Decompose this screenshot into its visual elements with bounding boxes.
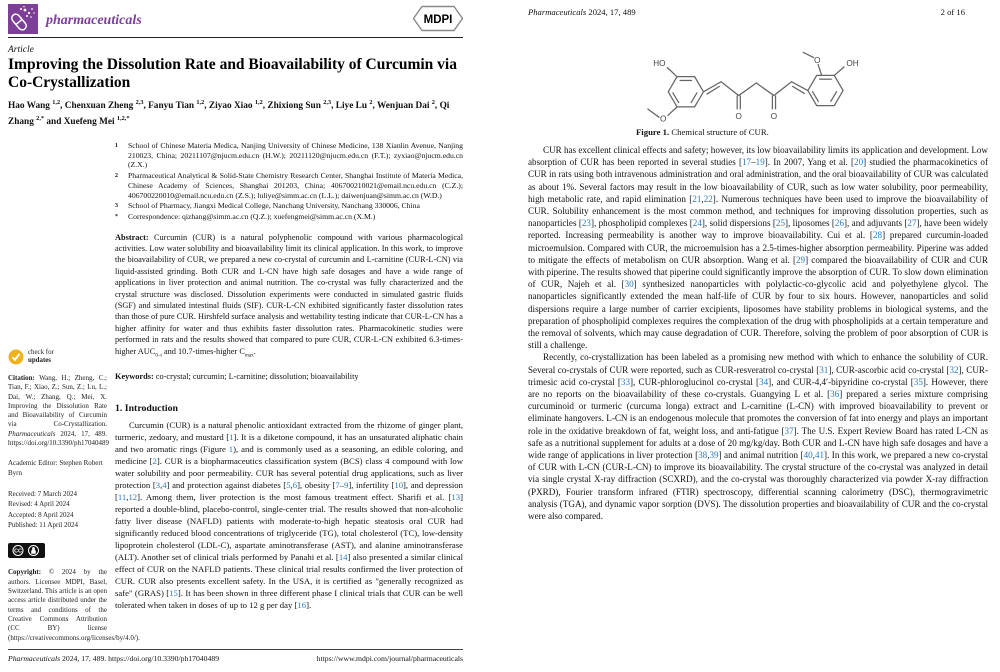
citation-link[interactable]: 1 bbox=[228, 443, 234, 454]
abstract bbox=[115, 232, 463, 362]
body-paragraph: CUR has excellent clinical effects and safety; however, its low bioavailability limits its application and development. Low absorption of CUR has been reported in several studies [17–19]. In 2007, Yang et al. [20] studied the pharmacokinetics of CUR in rats using both intravenous administration and oral administration, and the oral bioavailability of CUR was calculated as about 1%. Several factors may result in the low bioavailability of CUR, such as low water solubility, poor permeability, high metabolic rate, and rapid elimination [21,22]. Numerous techniques have been used to improve the bioavailability of CUR. Solubility enhancement is the most common method, and techniques for improving dissolution properties, such as nanoparticles [23], phospholipid complexes [24], solid dispersions [25], liposomes [26], and adjuvants [27], have been widely reported. Increasing permeability is another way to improve bioavailability. Cui et al. [28] prepared curcumin-loaded microemulsion. Compared with CUR, the microemulsion has a 2.5-times-higher absorption permeability. Piperine was added to mitigate the effects of metabolism on CUR absorption. Wang et al. [29] compared the bioavailability of CUR and CUR with piperine. The results showed that piperine could significantly improve the absorption of CUR. To slow down elimination of CUR, Najeh et al. [30] synthesized nanoparticles with polylactic-co-glycolic acid and polyethylene glycol. The nanoparticles significantly extended the mean half-life of CUR by four to six hours. However, nanoparticles and solid dispersions require a large number of carrier excipients, liposomes have stability problems in biological systems, and the preparation of phospholipid complexes requires the complexation of the drug with phospholipids at a certain temperature and the removal of solvents, which may cause degradation of CUR. Therefore, solving the problem of poor absorption of CUR is still a challenge. bbox=[528, 145, 989, 351]
citation-link[interactable]: 3 bbox=[155, 479, 161, 490]
section-heading-introduction: 1. Introduction bbox=[115, 402, 178, 414]
citation-link[interactable]: 41 bbox=[814, 450, 825, 461]
abstract-text: Curcumin (CUR) is a natural polyphenolic compound with various pharmacological activities. Low water solubility and bioavailability limit its clinical application. In this work, to improve the bioavailability of CUR, we prepared a new co-crystal of curcumin and L-carnitine (CUR-L-CN) via liquid-assisted grinding. Both CUR and L-CN have high safe dosages and have a wide range of applications in liver protection and animal nutrition. The co-crystal was fully characterized and the crystal structure was disclosed. Dissolution experiments were conducted in simulated gastric fluids (SGF) and simulated intestinal fluids (SIF). CUR-L-CN exhibited significantly faster dissolution rates than those of pure CUR. Hirshfeld surface analysis and wettability testing indicate that CUR-L-CN has a higher affinity for water and thus exhibits faster dissolution rates. Pharmacokinetic studies were performed in rats and the results showed that compared to pure CUR, CUR-L-CN exhibited 6.3-times-higher $AUC_{0-t}$ and 10.7-times-higher $C_{max}$. bbox=[115, 232, 464, 359]
journal-brand: pharmaceuticals bbox=[46, 13, 142, 28]
affiliation-item: 2 Pharmaceutical Analytical & Solid-State Chemistry Research Center, Shanghai Institute of Materia Medica, Chinese Academy of Sciences, Shanghai 201203, China; 406700210021@email.ncu.edu.cn (C.Z.); 406700220010@email.ncu.edu.cn (Z.S.); luliye@simm.ac.cn (L.L.); daiwenjuan@simm.ac.cn (W.D.) bbox=[115, 171, 463, 200]
citation-link[interactable]: 14 bbox=[338, 551, 348, 562]
citation-link[interactable]: 17 bbox=[742, 157, 752, 168]
paper-page-2 bbox=[500, 0, 1000, 672]
date-line: Received: 7 March 2024 bbox=[8, 489, 78, 498]
citation-link[interactable]: 13 bbox=[451, 491, 461, 502]
affiliation-item: * Correspondence: qizhang@simm.ac.cn (Q.Z.); xuefengmei@simm.ac.cn (X.M.) bbox=[115, 212, 376, 222]
abstract-label: Abstract: bbox=[115, 232, 149, 242]
date-line: Revised: 4 April 2024 bbox=[8, 500, 70, 509]
author-name: Fanyu Tian $^{1,2}$ bbox=[148, 99, 205, 112]
citation-link[interactable]: 25 bbox=[775, 218, 785, 229]
article-type: Article bbox=[8, 45, 34, 55]
citation-link[interactable]: 33 bbox=[620, 376, 631, 387]
check-for-updates-label: check for updates bbox=[28, 349, 54, 364]
author-name: Hao Wang $^{1,2}$ bbox=[8, 99, 61, 112]
introduction-paragraph: Curcumin (CUR) is a natural phenolic antioxidant extracted from the rhizome of ginger plant, turmeric, zedoary, and mustard [1]. It is a diketone compound, it has an unsaturated aliphatic chain and two aromatic rings (Figure 1), and is commonly used as a seasoning, an edible coloring, and medicine [2]. CUR is a biopharmaceutics classification system (BCS) class 4 compound with low water solubility and poor permeability. CUR has several potential drug applications, such as liver protection [3,4] and protection against diabetes [5,6], obesity [7–9], infertility [10], and depression [11,12]. Among them, liver protection is the most famous treatment effect. Sharifi et al. [13] reported a double-blind, placebo-control, single-center trial. The results showed that non-alcoholic fatty liver disease (NAFLD) patients with moderate-to-high hepatic steatosis oral CUR had significantly reduced blood concentrations of triglyceride (TG), total cholesterol (TC), low-density lipoprotein cholesterol (LDL-C), aspartate aminotransferase (AST), and alanine aminotransferase (ALT). Another set of clinical trials performed by Panahi et al. [14] also presented a similar clinical effect of CUR on the NAFLD patients. These clinical trial results confirmed the liver protection of CUR. CUR also presents excellent safety. In the USA, it is certified as "generally recognized as safe" (GRAS) [15]. It has been shown in three different phase I clinical trials that CUR can be well tolerated when taken in doses of up to 12 g per day [16]. bbox=[115, 419, 464, 610]
citation-link[interactable]: 32 bbox=[949, 364, 959, 375]
pharmaceuticals-logo-icon bbox=[8, 4, 38, 34]
citation-link[interactable]: 6 bbox=[292, 479, 298, 490]
authors-line: Hao Wang $^{1,2}$, Chenxuan Zheng $^{2,3}$, Fanyu Tian $^{1,2}$, Ziyao Xiao $^{1,2}$, Zhixiong Sun $^{2,3}$, Liye Lu $^2$, Wenjuan Dai $^2$, Qi Zhang $^{2,*}$ and Xuefeng Mei $^{1,2,*}$ bbox=[8, 99, 450, 127]
figure-1-caption bbox=[636, 127, 769, 137]
date-line: Accepted: 8 April 2024 bbox=[8, 510, 74, 519]
citation-volume: 2024, 17, 489. bbox=[55, 429, 107, 438]
citation-link[interactable]: 12 bbox=[128, 491, 138, 502]
paper-title: Improving the Dissolution Rate and Bioavailability of Curcumin via Co-Crystallization bbox=[8, 56, 457, 91]
citation-label: Citation: bbox=[8, 374, 35, 382]
citation-link[interactable]: 21 bbox=[692, 193, 702, 204]
author-name: Chenxuan Zheng $^{2,3}$ bbox=[64, 99, 144, 112]
citation-link[interactable]: 16 bbox=[297, 599, 307, 610]
methoxy-right-o-label: O bbox=[814, 55, 821, 65]
running-header bbox=[528, 7, 965, 17]
citation-link[interactable]: 28 bbox=[872, 230, 883, 241]
dates-block bbox=[8, 490, 107, 530]
citation-link[interactable]: 26 bbox=[834, 218, 845, 229]
affiliation-item: 3 School of Pharmacy, Jiangxi Medical College, Nanchang University, Nanchang 330006, China bbox=[115, 201, 420, 211]
citation-block bbox=[8, 374, 107, 448]
footer-rule bbox=[8, 649, 463, 650]
author-name: Wenjuan Dai $^2$ bbox=[377, 99, 435, 112]
citation-text: Wang, H.; Zheng, C.; Tian, F.; Xiao, Z.; Sun, Z.; Lu, L.; Dai, W.; Zhang, Q.; Mei, X. Improving the Dissolution Rate and Bioavailability of Curcumin via Co-Crystallization. bbox=[8, 374, 107, 429]
page-number: 2 of 16 bbox=[940, 7, 965, 17]
ketone-o2-label: O bbox=[770, 111, 778, 121]
author-name: Liye Lu $^2$ bbox=[335, 99, 373, 112]
citation-link[interactable]: 29 bbox=[795, 254, 806, 265]
copyright-label: Copyright: bbox=[8, 568, 42, 577]
copyright-block bbox=[8, 568, 140, 642]
citation-link[interactable]: 4 bbox=[162, 479, 167, 490]
citation-link[interactable]: 7 bbox=[335, 479, 340, 490]
citation-link[interactable]: 1 bbox=[229, 431, 234, 442]
citation-link[interactable]: 20 bbox=[854, 157, 864, 168]
author-name: Ziyao Xiao $^{1,2}$ bbox=[208, 99, 263, 112]
citation-link[interactable]: 36 bbox=[830, 389, 840, 400]
citation-link[interactable]: 10 bbox=[394, 479, 404, 490]
citation-link[interactable]: 11 bbox=[117, 491, 127, 502]
citation-link[interactable]: 19 bbox=[755, 157, 765, 168]
check-for-updates-badge[interactable] bbox=[8, 349, 107, 365]
citation-link[interactable]: 31 bbox=[819, 364, 829, 375]
citation-link[interactable]: 2 bbox=[152, 455, 157, 466]
running-header-citation: Pharmaceuticals 2024, 17, 489 bbox=[528, 7, 636, 17]
main-column bbox=[115, 141, 463, 611]
footer-citation: Pharmaceuticals 2024, 17, 489. https://doi.org/10.3390/ph17040489 bbox=[8, 654, 220, 663]
figure-1-caption-label: Figure 1. bbox=[636, 127, 670, 137]
citation-link[interactable]: 22 bbox=[703, 193, 713, 204]
figure-1-curcumin-structure bbox=[628, 49, 872, 132]
citation-link[interactable]: 23 bbox=[581, 218, 591, 229]
author-name: Zhixiong Sun $^{2,3}$ bbox=[267, 99, 332, 112]
keywords-line bbox=[115, 371, 463, 382]
ketone-o1-label: O bbox=[735, 111, 742, 121]
page-footer bbox=[8, 654, 463, 663]
academic-editor: Academic Editor: Stephen Robert Byrn bbox=[8, 459, 103, 477]
citation-doi-link[interactable]: https://doi.org/10.3390/ph17040489 bbox=[8, 439, 109, 448]
citation-journal: Pharmaceuticals bbox=[8, 429, 56, 438]
check-icon bbox=[8, 349, 24, 365]
cc-by-license-badge[interactable] bbox=[8, 543, 107, 561]
citation-link[interactable]: 24 bbox=[692, 218, 702, 229]
citation-link[interactable]: 34 bbox=[759, 376, 769, 387]
header-rule bbox=[8, 37, 463, 38]
citation-link[interactable]: 37 bbox=[784, 425, 794, 436]
citation-link[interactable]: 15 bbox=[169, 587, 178, 598]
citation-link[interactable]: 27 bbox=[907, 218, 917, 229]
citation-link[interactable]: 38 bbox=[698, 450, 708, 461]
body-text-column bbox=[528, 144, 988, 522]
mdpi-logo[interactable] bbox=[412, 5, 464, 37]
citation-link[interactable]: 35 bbox=[913, 376, 923, 387]
author-name: Xuefeng Mei $^{1,2,*}$ bbox=[63, 114, 130, 127]
copyright-text: © 2024 by the authors. Licensee MDPI, Basel, Switzerland. This article is an open access article distributed under the terms and conditions of the Creative Commons Attribution (CC BY) license (https://creativecommons.org/licenses/by/4.0/). bbox=[8, 568, 140, 642]
author-name: Qi Zhang $^{2,*}$ bbox=[8, 101, 450, 127]
citation-link[interactable]: 5 bbox=[286, 479, 291, 490]
footer-journal-url[interactable]: https://www.mdpi.com/journal/pharmaceuticals bbox=[316, 654, 463, 663]
citation-link[interactable]: 40 bbox=[803, 450, 813, 461]
citation-link[interactable]: 39 bbox=[709, 450, 719, 461]
keywords-text: co-crystal; curcumin; L-carnitine; dissolution; bioavailability bbox=[155, 371, 359, 381]
citation-link[interactable]: 9 bbox=[344, 479, 349, 490]
svg-text:CC: CC bbox=[14, 548, 22, 555]
methoxy-left-o-label: O bbox=[660, 114, 667, 124]
footer-doi-link[interactable]: https://doi.org/10.3390/ph17040489 bbox=[108, 654, 220, 663]
citation-link[interactable]: 30 bbox=[624, 279, 634, 290]
affiliations-list bbox=[115, 141, 463, 223]
hydroxyl-right-label: OH bbox=[846, 58, 859, 68]
mdpi-logo-text: MDPI bbox=[423, 14, 453, 26]
date-line: Published: 11 April 2024 bbox=[8, 520, 78, 529]
affiliation-item: 1 School of Chinese Materia Medica, Nanjing University of Chinese Medicine, 138 Xianlin Avenue, Nanjing 210023, China; 20211107@njucm.edu.cn (H.W.); 20211120@njucm.edu.cn (F.T.); zyxiao@njucm.edu.cn (Z.X.) bbox=[115, 141, 463, 170]
keywords-label: Keywords: bbox=[115, 371, 154, 381]
body-paragraph: Recently, co-crystallization has been labeled as a promising new method with which to enhance the solubility of CUR. Several co-crystals of CUR were reported, such as CUR-resveratrol co-crystal [31], CUR-ascorbic acid co-crystal [32], CUR-trimesic acid co-crystal [33], CUR-phloroglucinol co-crystal [34], and CUR-4,4′-bipyridine co-crystal [35]. However, there are no reports on the bioavailability of these co-crystals. Guangying L et al. [36] prepared a series mixture comprising curcuminoid or turmeric (curcuma longa) extract and L-carnitine (L-CN) with improved bioavailability to prevent or eliminate hangovers. L-CN is an endogenous molecule that promotes the conversion of fat into energy and plays an important role in the oxidative breakdown of fat, weight loss, and anti-fatigue [37]. The U.S. Expert Review Board has rated L-CN as safe as a nutritional supplement for adults at a dose of 20 mg/kg/day. Both CUR and L-CN have high safe dosages and have a wide range of applications in liver protection [38,39] and animal nutrition [40,41]. In this work, we prepared a new co-crystal of CUR with L-CN (CUR-L-CN) to improve its bioavailability. The crystal structure of the co-crystal was analyzed in detail via single crystal X-ray diffraction (SCXRD), and the co-crystal was thoroughly characterized via powder X-ray diffraction (PXRD), Fourier transform infrared (FTIR) spectroscopy, differential scanning calorimetry (DSC), thermogravimetric analysis (TGA), and dynamic vapor sorption (DVS). The dissolution properties and bioavailability of CUR and the co-crystal were also compared. bbox=[528, 352, 988, 522]
figure-1-caption-text: Chemical structure of CUR. bbox=[669, 127, 769, 137]
hydroxyl-left-label: HO bbox=[653, 58, 666, 68]
